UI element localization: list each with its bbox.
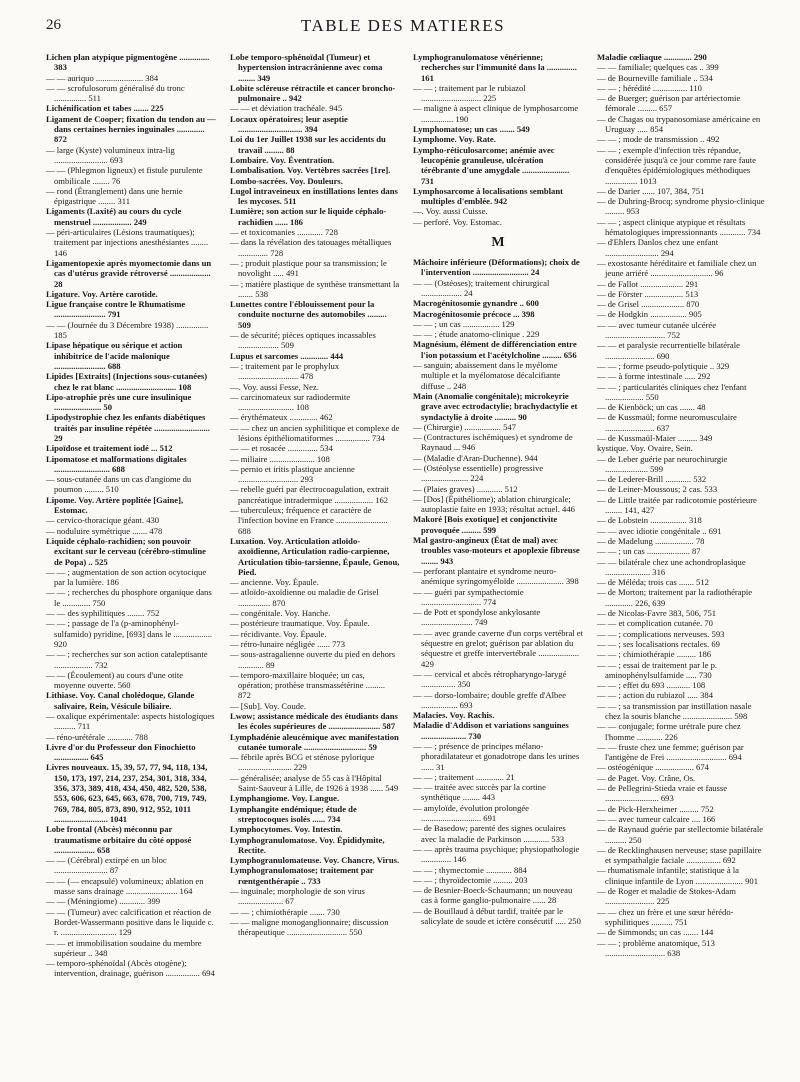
index-entry: — perforé. Voy. Estomac. <box>413 216 502 227</box>
index-entry: — — ; recherches sur son action cataleptisante .................. 732 <box>46 649 208 670</box>
index-entry: Lymphangiome. Voy. Langue. <box>230 793 340 804</box>
index-entry: — de Roger et maladie de Stokes-Adam ....................... 225 <box>597 886 736 907</box>
index-entry: — de Förster .................. 513 <box>597 288 699 299</box>
index-entry: Lymphogranulomateuse. Voy. Chancre, Virus. <box>230 855 400 866</box>
index-entry: Lipase hépatique ou sérique et action inhibitrice de l'acide malonique ........................ 688 <box>46 340 183 371</box>
index-entry: Lipome. Voy. Artère poplitée [Gaine], Estomac. <box>46 494 184 516</box>
index-entry: — [Sub]. Voy. Coude. <box>230 700 306 711</box>
index-entry: Main (Anomalie congénitale); microkeyrie grave avec ectrodactylie; brachydactylie et syndactylie à droite .......... 90 <box>413 390 578 422</box>
index-entry: — — ; problème anatomique, 513 ............................ 638 <box>597 937 715 958</box>
index-entry: — de Méléda; trois cas ....... 512 <box>597 577 709 588</box>
index-entry: Lithiase. Voy. Canal cholédoque, Glande salivaire, Rein, Vésicule biliaire. <box>46 690 195 711</box>
index-entry: — — ; augmentation de son action ocytocique par la lumière. 186 <box>46 566 207 588</box>
index-entry: — ; matière plastique de synthèse transmettant la ....... 538 <box>230 278 400 299</box>
index-entry: — temporo-sphénoïdal (Abcès otogène); intervention, drainage, guérison ................ 694 <box>46 958 215 979</box>
index-entry: — maligne à aspect clinique de lymphosarcome ............... 190 <box>413 103 579 124</box>
index-entry: — sous-astragalienne ouverte du pied en dehors ............ 89 <box>230 649 396 670</box>
index-entry: — — ; ses localisations rectales. 69 <box>597 638 720 649</box>
index-entry: — sanguin; abaissement dans le myélome multiple et la myélomatose décalcifiante diffuse .. 248 <box>413 360 561 391</box>
index-entry: Magnésium, élément de différenciation entre l'ion potassium et l'acétylcholine ......... 656 <box>413 339 577 360</box>
index-entry: — de Little traitée par radicotomie postérieure ........ 141, 427 <box>597 494 757 516</box>
index-entry: — rond (Étranglement) dans une hernie épigastrique ........ 311 <box>46 185 183 207</box>
index-entry: Luxation. Voy. Articulation atloïdo-axoïdienne, Articulation radio-carpienne, Articulation tibio-tarsienne, Épaule, Genou, Pied. <box>230 535 400 577</box>
page-title: TABLE DES MATIERES <box>300 16 506 35</box>
index-entry: — — fruste chez une femme; guérison par l'antigène de Frei ............................ 694 <box>597 741 744 763</box>
index-entry: — — dorso-lombaire; double greffe d'Albee ................. 693 <box>413 689 566 710</box>
index-entry: — — scrofulosorum généralisé du tronc ............... 511 <box>46 82 185 104</box>
index-entry: — — bilatérale chez une achondroplasique ..................... 316 <box>597 556 746 577</box>
index-entry: — tuberculeux; fréquence et caractère de l'infection bovine en France ........................ 688 <box>230 505 388 536</box>
index-entry: Lipoïdose et traitement iodé ... 512 <box>46 443 173 454</box>
index-entry: — — ; chimiothérapie ......... 186 <box>597 649 712 660</box>
index-entry: — — ; forme pseudo-polytiquie .. 329 <box>597 360 730 371</box>
index-entry: Lymphocytomes. Voy. Intestin. <box>230 824 343 835</box>
index-entry: — de Raynaud guérie par stellectomie bilatérale .......... 250 <box>597 824 764 845</box>
index-entry: — de Bourneville familiale .. 534 <box>597 72 713 83</box>
index-entry: Lipodystrophie chez les enfants diabétiques traités par insuline répétée .......................... 29 <box>46 412 210 443</box>
index-entry: Lymphomatose; un cas ....... 549 <box>413 124 530 135</box>
index-entry: Loi du 1er Juillet 1938 sur les accidents du travail ......... 88 <box>230 134 386 155</box>
section-letter: M <box>491 235 505 251</box>
index-entry: Maladie d'Addison et variations sanguines ..................... 730 <box>413 720 569 741</box>
index-columns <box>46 52 764 1072</box>
index-entry: — — (Journée du 3 Décembre 1938) ............... 185 <box>46 319 209 341</box>
index-entry: — — avec grande caverne d'un corps vertébral et séquestre en grelot; guérison par ablation du séquestre et greffe intervertébrale ................... 429 <box>413 627 583 669</box>
index-entry: — — ; action du rubiazol ..... 384 <box>597 690 713 701</box>
index-entry: — fébrile après BCG et sténose pylorique ......................... 229 <box>230 752 375 773</box>
index-entry: — — (— encapsulé) volumineux; ablation en masse sans drainage ........................ 164 <box>46 875 204 897</box>
index-entry: Lichen plan atypique pigmentogène .............. 383 <box>46 52 210 73</box>
index-entry: — de Grisel .................... 870 <box>597 299 700 310</box>
index-entry: Lombalisation. Voy. Vertèbres sacrées [1re]. <box>230 165 391 176</box>
index-entry: Lymphogranulomatose; traitement par rœntgenthérapie .. 733 <box>230 865 374 886</box>
index-entry: — — et immobilisation soudaine du membre supérieur .. 348 <box>46 937 202 958</box>
index-entry: Livres nouveaux. 15, 39, 57, 77, 94, 118, 134, 150, 173, 197, 214, 237, 254, 301, 318, 334, 356, 373, 389, 418, 434, 450, 482, 520, 538, 553, 606, 623, 645, 663, 678, 700, 719, 749, 769, 784, 805, 873, 890, 912, 952, 1011 ......................... 1041 <box>46 762 208 824</box>
index-entry: — (Ostéolyse essentielle) progressive ...................... 224 <box>413 462 544 484</box>
index-entry: — de sécurité; pièces optiques incassables ................... 509 <box>230 330 376 351</box>
index-entry: — — et rosacée .............. 534 <box>230 443 333 454</box>
index-entry: — — et paralysie recurrentielle bilatérale ....................... 690 <box>597 340 740 361</box>
index-entry: —. Voy. aussi Cuisse. <box>413 206 488 217</box>
index-entry: — — familiale; quelques cas .. 399 <box>597 62 719 73</box>
index-entry: Lymphome. Voy. Rate. <box>413 134 496 145</box>
index-entry: — — maligne monoganglionnaire; discussion thérapeutique ............................ 550 <box>230 916 389 938</box>
index-entry: Lymphogranulomatose. Voy. Épididymite, Rectite. <box>230 834 385 855</box>
index-entry: — de Buerger; guérison par artériectomie fémorale ......... 657 <box>597 93 741 114</box>
index-entry: — de Besnier-Boeck-Schaumann; un nouveau cas à forme ganglio-pulmonaire ...... 28 <box>413 885 573 906</box>
index-entry: — — ; effet du 693 ........... 108 <box>597 680 706 691</box>
index-entry: — (Plaies graves) ............ 512 <box>413 483 518 494</box>
index-entry: — — ; traitement par le rubiazol ............................ 225 <box>413 82 526 104</box>
index-entry: — rhumatismale infantile; statistique à la clinique infantile de Lyon ...................... 901 <box>597 865 758 886</box>
index-entry: — — cervical et abcès rétropharyngo-larygé ................ 350 <box>413 668 567 690</box>
index-entry: — récidivante. Voy. Épaule. <box>230 628 327 639</box>
index-entry: Mâchoire inférieure (Déformations); choix de l'intervention .......................... 24 <box>413 257 580 278</box>
index-entry: Ligature. Voy. Artère carotide. <box>46 288 158 299</box>
index-entry: — — (Cérébral) extirpé en un bloc ......................... 87 <box>46 855 167 876</box>
index-entry: — de Darier ...... 107, 384, 751 <box>597 185 705 196</box>
index-entry: — de Morton; traitement par la radiothérapie ............. 226, 639 <box>597 587 753 608</box>
index-entry: — — ; thyroïdectomie ......... 203 <box>413 874 528 885</box>
index-column-1 <box>46 52 216 1072</box>
index-entry: — — conjugale; forme urétrale pure chez l'homme ............ 226 <box>597 721 741 742</box>
index-entry: Lugol intraveineux en instillations lentes dans les mycoses. 511 <box>230 185 398 207</box>
index-entry: — — traitée avec succès par la cortine synthétique ........ 443 <box>413 782 546 803</box>
index-entry: — d'Ehlers Danlos chez une enfant ......................... 294 <box>597 237 719 258</box>
index-entry: — de Bouillaud à début tardif, traitée par le salicylate de soude et ictère consécutif ..... 250 <box>413 905 581 927</box>
index-entry: — ; traitement par le prophylux ............................ 478 <box>230 360 340 382</box>
index-entry: — — ; complications nerveuses. 593 <box>597 628 725 639</box>
index-entry: Macrogénitosomie précoce ... 398 <box>413 308 535 319</box>
index-entry: — — et complication cutanée. 70 <box>597 618 713 629</box>
index-entry: Ligaments (Laxité) au cours du cycle menstruel .................. 249 <box>46 206 182 227</box>
index-column-2 <box>230 52 400 1072</box>
index-entry: Lipo-atrophie près une cure insulinique ...................... 50 <box>46 391 192 413</box>
index-entry: — rétro-lunaire négligée ...... 773 <box>230 638 346 649</box>
index-entry: kystique. Voy. Ovaire, Sein. <box>597 443 693 454</box>
index-entry: — — (Écoulement) au cours d'une otite moyenne ouverte. 560 <box>46 669 184 691</box>
index-entry: Lipomatose et malformations digitales .......................... 688 <box>46 453 187 474</box>
index-entry: Lobite scléreuse rétractile et cancer broncho-pulmonaire .. 942 <box>230 82 396 104</box>
index-entry: — oxalique expérimentale: aspects histologiques .......... 711 <box>46 711 215 732</box>
index-entry: Lymphadénie aleucémique avec manifestation cutanée tumorale ............................. 59 <box>230 731 399 752</box>
index-entry: — de Lobstein ................. 318 <box>597 515 702 526</box>
index-entry: — — ; sa transmission par instillation nasale chez la souris blanche ....................... 598 <box>597 700 752 721</box>
index-entry: — — ; traitement ............. 21 <box>413 771 515 782</box>
index-entry: — (Maladie d'Aran-Duchenne). 944 <box>413 452 538 463</box>
index-entry: Ligament de Cooper; fixation du tendon au — dans certaines hernies inguinales ............. 872 <box>46 113 216 145</box>
index-entry: Ligamentopexie après myomectomie dans un cas d'utérus gravide rétroversé ................... 28 <box>46 257 212 289</box>
index-entry: — — chez un frère et une sœur hérédo-syphilitiques .......... 751 <box>597 906 734 927</box>
index-entry: Lympho-réticulosarcome; anémie avec leucopénie granuleuse, ulcération térébrante d'une amygdale ...................... 731 <box>413 144 570 186</box>
index-entry: —. Voy. aussi Fesse, Nez. <box>230 381 319 392</box>
index-entry: Liquide céphalo-rachidien; son pouvoir excitant sur le cerveau (cérébro-stimuline de Popa) .. 525 <box>46 535 206 567</box>
index-entry: Lumière; son action sur le liquide céphalo-rachidien ...... 186 <box>230 206 387 227</box>
index-entry: — congénitale. Voy. Hanche. <box>230 608 331 619</box>
index-entry: Locaux opératoires; leur aseptie .............................. 394 <box>230 113 348 135</box>
index-entry: — — ; essai de traitement par le p. aminophénylsulfamide ..... 730 <box>597 659 718 680</box>
index-entry: — — ; chimiothérapie ....... 730 <box>230 906 340 917</box>
index-entry: — — ; recherches du phosphore organique dans le ............. 750 <box>46 587 212 608</box>
index-entry: — cervico-thoracique géant. 430 <box>46 515 160 526</box>
index-entry: — ; produit plastique pour sa transmission; le novolight ..... 491 <box>230 257 387 279</box>
index-entry: Macrogénitosomie gynandre .. 600 <box>413 298 539 309</box>
index-entry: — large (Kyste) volumineux intra-lig ......................... 693 <box>46 144 175 165</box>
index-entry: — exostosante héréditaire et familiale chez un jeune arriéré ............................. 96 <box>597 257 757 279</box>
index-entry: — pernio et iritis plastique ancienne ............................ 293 <box>230 463 355 485</box>
index-column-3 <box>413 52 583 1072</box>
index-entry: — de Nicolas-Favre 383, 506, 751 <box>597 608 717 619</box>
index-entry: — ostéogénique .................. 674 <box>597 762 709 773</box>
index-entry: — temporo-maxillaire bloquée; un cas, opération; prothèse transmassétérine ......... 872 <box>230 669 386 701</box>
index-entry: — généralisée; analyse de 55 cas à l'Hôpital Saint-Sauveur à Lille, de 1926 à 1938 ...... 549 <box>230 772 399 794</box>
index-entry: — de Leber guérie par neurochirurgie .................... 599 <box>597 453 728 474</box>
index-entry: — — ; un cas .................... 87 <box>597 546 701 557</box>
index-entry: — de Lederer-Brill ............ 532 <box>597 474 707 485</box>
index-entry: — de Paget. Voy. Crâne, Os. <box>597 772 696 783</box>
index-entry: — amyloïde, évolution prolongée ............................ 691 <box>413 802 529 824</box>
index-entry: — de Duhring-Brocq; syndrome physio-clinique ......... 953 <box>597 196 765 217</box>
index-entry: — — et déviation trachéale. 945 <box>230 103 343 114</box>
index-entry: — — ; hérédité ................ 110 <box>597 82 702 93</box>
index-entry: — noduluire symétrique ....... 478 <box>46 525 163 536</box>
index-entry: — — guéri par sympathectomie ............................ 774 <box>413 586 524 607</box>
index-entry: Lunettes contre l'éblouissement pour la conduite nocturne des automobiles ......... 509 <box>230 299 387 330</box>
index-entry: — miliaire ..................... 108 <box>230 453 330 464</box>
index-entry: — — ; thymectomie ............ 884 <box>413 864 527 875</box>
index-entry: — de Madelung .................. 78 <box>597 535 705 546</box>
index-entry: Lupus et sarcomes ............. 444 <box>230 350 344 361</box>
index-entry: — de Pick-Herxheimer ......... 752 <box>597 803 714 814</box>
index-entry: — — des syphilitiques ........ 752 <box>46 608 160 619</box>
index-entry: Lymphosarcome à localisations semblant multiples d'emblée. 942 <box>413 185 563 207</box>
index-entry: — sous-cutanée dans un cas d'angiome du poumon ......... 510 <box>46 474 192 495</box>
index-entry: Lymphangite endémique; étude de streptocoques isolés ...... 734 <box>230 803 357 824</box>
index-entry: — — à forme intestinale ..... 292 <box>597 371 711 382</box>
index-entry: — de Recklinghausen nerveuse; stase papillaire et sympathalgie faciale ................ 692 <box>597 844 762 866</box>
index-entry: — de Fallot .................... 291 <box>597 278 699 289</box>
index-entry: — — avec tumeur calcaire .... 166 <box>597 813 716 824</box>
index-entry: Lipides [Extraits] (Injections sous-cutanées) chez le rat blanc ............................ 108 <box>46 371 208 392</box>
index-entry: — — ; aspect clinique atypique et résultats hématologiques impressionnants ............ 734 <box>597 216 761 238</box>
index-entry: — (Chirurgie) ................. 547 <box>413 421 516 432</box>
index-column-4 <box>597 52 767 1072</box>
index-entry: Lobe frontal (Abcès) méconnu par traumatisme orbitaire du côté opposé ................... 658 <box>46 824 192 855</box>
index-entry: — et toxicomanies ............ 728 <box>230 227 338 238</box>
index-entry: — de Chagas ou trypanosomiase américaine en Uruguay ..... 854 <box>597 113 761 135</box>
index-entry: — — auriquo ...................... 384 <box>46 72 159 83</box>
index-entry: — — ; particularités cliniques chez l'enfant .................. 550 <box>597 381 747 402</box>
index-entry: — — (Méningiome) ............ 399 <box>46 896 161 907</box>
index-entry: — atloïdo-axoïdienne ou maladie de Grisel ............... 870 <box>230 587 379 608</box>
index-entry: — — (Ostéoses); traitement chirurgical ................... 24 <box>413 277 550 298</box>
index-entry: — — ; étude anatomo-clinique . 229 <box>413 329 540 340</box>
index-entry: — de Simmonds; un cas ....... 144 <box>597 927 714 938</box>
index-entry: — réno-urétérale ............ 788 <box>46 731 148 742</box>
index-entry: — perforant plantaire et syndrome neuro-anémique syringomyéloïde ...................... 398 <box>413 565 579 587</box>
index-entry: Maladie cœliaque ............. 290 <box>597 52 707 62</box>
index-entry: — de Kussmaül; forme neuromusculaire ....................... 637 <box>597 412 737 433</box>
index-entry: — [Dos] (Épithéliome); ablation chirurgicale; autoplastie faite en 1933; résultat actuel. 446 <box>413 493 575 515</box>
index-entry: — de Pellegrini-Stieda vraie et fausse ......................... 693 <box>597 783 728 804</box>
page-number: 26 <box>46 17 61 33</box>
index-entry: Livre d'or du Professeur don Finochietto ................ 645 <box>46 741 196 763</box>
index-entry: — de Kienböck; un cas ....... 48 <box>597 402 706 413</box>
index-entry: Malacies. Voy. Rachis. <box>413 710 495 721</box>
index-entry: — — avec tumeur cutanée ulcérée ............................ 752 <box>597 319 717 341</box>
index-entry: — postérieure traumatique. Voy. Épaule. <box>230 618 370 629</box>
index-entry: — — avec idiotie congénitale .. 691 <box>597 525 722 536</box>
index-entry: — de Pott et spondylose ankylosante ........................ 749 <box>413 607 541 628</box>
index-entry: Lobe temporo-sphénoïdal (Tumeur) et hypertension intracrânienne avec coma ........ 349 <box>230 52 383 83</box>
index-entry: — péri-articulaires (Lésions traumatiques); traitement par injections anesthésiantes ........ 146 <box>46 227 209 258</box>
index-entry: Lymphogranulomatose vénérienne; recherches sur l'immunité dans la .............. 161 <box>413 52 577 83</box>
index-entry: — de Basedow; parenté des signes oculaires avec la maladie de Parkinson ............ 533 <box>413 823 566 844</box>
index-entry: — de Kussmaül-Maier ......... 349 <box>597 432 713 443</box>
index-entry: — — ; exemple d'infection très répandue, considérée jusqu'à ce jour comme rare faute d'enquêtes épidémiologiques méthodiques ............... 1013 <box>597 144 756 186</box>
index-entry: Lichénification et tabes ....... 225 <box>46 103 164 114</box>
page-header <box>46 13 760 39</box>
index-entry: — — ; présence de principes mélano-phoradilatateur et gonadotrope dans les urines ...... 31 <box>413 741 580 772</box>
index-entry: — carcinomateux sur radiodermite .......................... 108 <box>230 391 351 413</box>
index-entry: — dans la révélation des tatouages métalliques .............. 728 <box>230 237 392 258</box>
index-entry: Lombaire. Voy. Éventration. <box>230 154 335 165</box>
index-entry: — — (Phlegmon ligneux) et fistule purulente ombilicale ........ 76 <box>46 165 203 186</box>
index-entry: — de Leiner-Moussous; 2 cas. 533 <box>597 484 718 495</box>
index-entry: — — chez un ancien syphilitique et complexe de lésions épithéliomatiformes ................ 734 <box>230 422 400 443</box>
index-entry: Mal gastro-angineux (État de mal) avec troubles vaso-moteurs et apoplexie fibreuse ........ 943 <box>413 535 580 566</box>
index-entry: — — ; mode de transmission .. 492 <box>597 134 720 145</box>
index-entry: — ancienne. Voy. Épaule. <box>230 577 319 588</box>
index-entry: — érythémateux ............. 462 <box>230 412 333 423</box>
index-entry: — — après trauma psychique; physiopathologie .............. 146 <box>413 843 580 865</box>
index-entry: — — (Tumeur) avec calcification et réaction de Bordet-Wassermann positive dans le liquide c. r. .......................... 129 <box>46 906 214 938</box>
index-entry: Makoré [Bois exotique] et conjonctivite provoquée ......... 599 <box>413 514 558 535</box>
index-entry: — inguinale; morphologie de son virus ..................... 67 <box>230 886 365 907</box>
index-entry: — (Contractures ischémiques) et syndrome de Raynaud ... 946 <box>413 432 573 453</box>
index-entry: — de Hodgkin ................. 905 <box>597 309 702 320</box>
index-entry: — rebelle guéri par électrocoagulation, extrait pancréatique intradermique .................. 162 <box>230 484 389 505</box>
index-entry: Ligue française contre le Rhumatisme ........................ 791 <box>46 299 186 320</box>
index-entry: — — ; passage de l'a (p-aminophényl-sulfamido) pyridine, [693] dans le .................. 920 <box>46 618 213 649</box>
index-entry: Lombo-sacrées. Voy. Douleurs. <box>230 175 343 186</box>
index-entry: — — ; un cas ................. 129 <box>413 318 515 329</box>
index-entry: Lwow; assistance médicale des étudiants dans les écoles supérieures de ........................ 587 <box>230 711 398 732</box>
